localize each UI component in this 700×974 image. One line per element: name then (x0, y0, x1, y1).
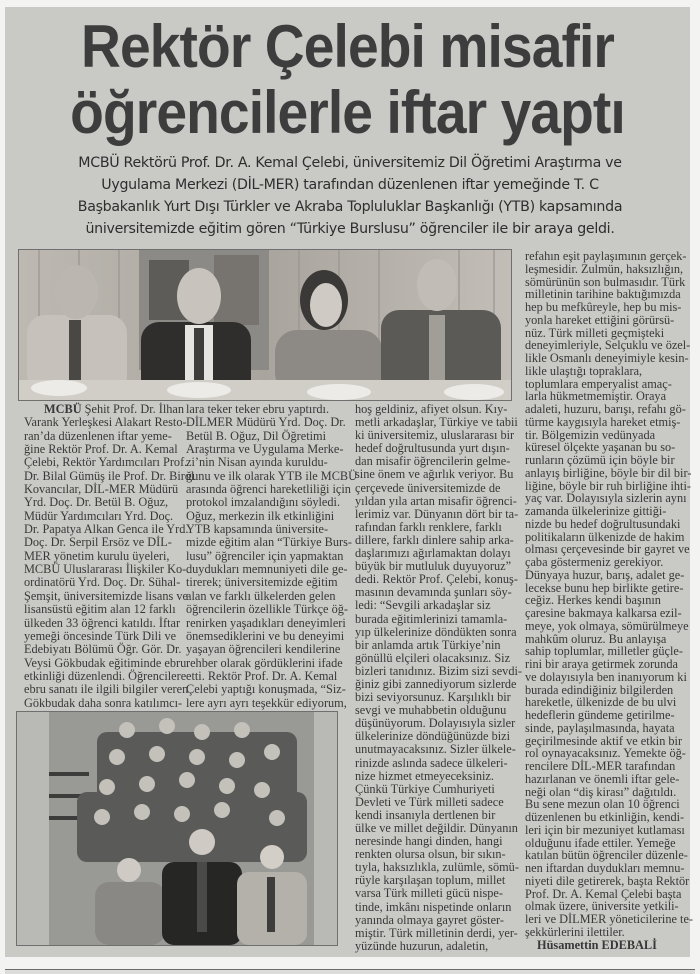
text-line: renkten olursa olsun, bir sıkın- (355, 847, 506, 862)
text-line: Veysi Gökbudak eğitiminde ebru (24, 655, 187, 670)
text-line: yıldan yıla artan misafir öğrenci- (355, 493, 517, 508)
text-line: nizde bu hedef doğrultusundaki (525, 516, 681, 531)
text-line: milletinin tarihine baktığımızda (525, 287, 681, 302)
article-column-2 (186, 402, 357, 710)
text-line: rüyle karşılaşan toplum, millet (355, 873, 506, 888)
text-line: ran’da düzenlenen iftar yeme- (24, 428, 172, 443)
text-line: Çelebi yaptığı konuşmada, “Siz- (186, 682, 346, 697)
text-line: rencilere DİL-MER tarafından (525, 759, 676, 773)
text-line: hazırlanan ve önemli iftar gele- (525, 771, 680, 786)
text-line: tinde, imkânı nispetinde onların (355, 899, 512, 914)
text-line: Dr. Papatya Alkan Genca ile Yrd. (24, 522, 189, 537)
text-line: küresel ölçekte yaşanan bu so- (525, 440, 676, 455)
article-column-3 (355, 402, 522, 953)
text-line: türme kaygısıyla hareket etmiş- (525, 414, 681, 429)
text-line: hedeflerin gündeme getirilme- (525, 708, 675, 722)
text-line: hep bu mefkûreyle, hep bu mis- (525, 300, 682, 314)
text-line: yaşayan öğrencileri kendilerine (186, 642, 341, 657)
text-line: yonla hareket ettiğini görürsü- (525, 312, 675, 327)
text-line: alan ve farklı ülkelerden gelen (186, 588, 336, 603)
text-line: şekkürlerini ilettiler. (525, 924, 625, 939)
text-line: Betül B. Oğuz, Dil Öğretimi (186, 428, 327, 443)
text-line: metli arkadaşlar, Türkiye ve tabii (355, 415, 518, 430)
text-line: burada edindiğiniz bilgilerden (525, 682, 674, 697)
page-divider (5, 969, 695, 974)
text-line: likle ulaştığı topraklara, (525, 363, 643, 378)
text-line: politikaların ülkenizde de hakim (525, 529, 685, 544)
text-line: mizde eğitim alan “Türkiye Burs- (186, 535, 352, 550)
article-column-4 (525, 249, 693, 952)
text-line: DİLMER Müdürü Yrd. Doç. Dr. (186, 415, 346, 430)
text-line: MCBÜ Uluslararası İlişkiler Ko- (24, 562, 187, 577)
text-line: anlayış birliğine, böyle bir dil bir- (525, 465, 692, 480)
text-line: öğrencilerin özellikle Türkçe öğ- (186, 602, 348, 617)
lead-word: MCBÜ (44, 402, 82, 416)
text-line: olduğunu ifade ettiler. Yemeğe (525, 835, 676, 850)
text-line: ebru sanatı ile ilgili bilgiler veren (24, 682, 189, 697)
text-line: çerçevede üniversitemizde de (355, 480, 501, 495)
text-line: Araştırma ve Uygulama Merke- (186, 442, 344, 457)
text-line: leşmesidir. Zulmün, haksızlığın, (525, 261, 684, 276)
text-line: nen iftardan duydukları memnu- (525, 861, 685, 875)
text-line: yüzünde huzurun, adaletin, (355, 938, 489, 953)
text-line: arasında öğrenci hareketliliği için (186, 482, 351, 497)
text-line: tirerek; üniversitemizde eğitim (186, 575, 338, 590)
text-line: nüz. Türk milleti geçmişteki (525, 325, 665, 340)
text-line: ğine Rektör Prof. Dr. A. Kemal (24, 442, 178, 457)
text-line: Prof. Dr. A. Kemal Çelebi başta (525, 886, 682, 901)
text-line: geçirilmesinde aktif ve etkin bir (525, 733, 683, 748)
text-line: Çünkü Türkiye Cumhuriyeti (355, 781, 495, 796)
text-line: Şemşit, üniversitemizde lisans ve (24, 588, 188, 603)
text-line: hedef doğrultusunda yurt dışın- (355, 441, 510, 456)
text-line: duydukları memnuniyeti dile ge- (186, 562, 348, 577)
text-line: Doç. Dr. Serpil Ersöz ve DİL- (24, 535, 172, 550)
text-line: dedi. Rektör Prof. Çelebi, konuş- (355, 572, 518, 587)
text-line: sine önem ve ağırlık veriyor. Bu (355, 467, 514, 482)
text-line: etkinliği düzenlendi. Öğrencilere (24, 668, 187, 683)
text-line: sömürünün son bulmasıdır. Türk (525, 274, 686, 289)
spot-line: Uygulama Merkezi (DİL-MER) tarafından düzenlenen iftar yemeğinde T. C (101, 177, 599, 193)
text-line: refahın eşit paylaşımının gerçek- (525, 249, 687, 263)
officials-photo-illustration (19, 250, 511, 400)
text-line: sinde, paylaşılmasında, hayata (525, 720, 675, 735)
text-line: katılan bütün öğrenciler düzenle- (525, 848, 688, 863)
text-line: yemeği öncesinde Türk Dili ve (24, 628, 177, 643)
text-line: zamanda ülkelerinize gittiği- (525, 504, 667, 518)
text-line: liğine, böyle bir ruh birliğine ihti- (525, 478, 691, 493)
text-line: yanında olmaya gayret göster- (355, 912, 504, 927)
photo-officials-at-table (18, 249, 512, 401)
text-line: ordinatörü Yrd. Doç. Dr. Sühal- (24, 575, 181, 590)
article-column-1 (24, 402, 195, 710)
text-line: önemsediklerini ve bu deneyimi (186, 628, 345, 643)
text-line: Oğuz, merkezin ilk etkinliğini (186, 508, 335, 523)
text-line: miştir. Türk milletinin derdi, yer- (355, 925, 518, 940)
text-line: meye, yok olmaya, sömürülmeye (525, 618, 689, 633)
text-line: leri ve DİLMER yöneticilerine te- (525, 912, 693, 926)
text-line: Gökbudak daha sonra katılımcı- (24, 695, 183, 710)
text-line: lusu” öğrenciler için yapmaktan (186, 548, 344, 563)
text-line: çaresine bakmaya kalkarsa ezil- (525, 606, 682, 620)
text-line: düşünüyorum. Dolayısıyla sizler (355, 716, 516, 731)
text-line: çaba göstermeniz gerekiyor. (525, 555, 664, 569)
text-line: lisansüstü eğitim alan 12 farklı (24, 602, 176, 617)
text-line: daşlarımızı ağırlamaktan dolayı (355, 546, 511, 561)
text-line: ki üniversitemiz, uluslararası bir (355, 428, 515, 443)
text-line: mahkûm oluruz. Bu anlayışa (525, 631, 667, 646)
text-line: rol oynayacaksınız. Yemekte öğ- (525, 746, 686, 761)
text-line: gönüllü elçileri olacaksınız. Siz (355, 650, 511, 665)
text-line: ğiniz gibi zannediyorum sizlerde (355, 676, 517, 691)
text-line: bir anlamda artık Türkiye’nin (355, 637, 501, 652)
text-line: lecekse bunu hep birlikte getire- (525, 580, 684, 595)
text-line: Yrd. Doç. Dr. Betül B. Oğuz, (24, 495, 169, 510)
text-line: masının devamında şunları söy- (355, 585, 512, 600)
text-line: rinizde aslında sadece ülkeleri- (355, 755, 508, 770)
text-line: neresinde hangi dinden, hangi (355, 834, 503, 849)
text-line: lara teker teker ebru yaptırdı. (186, 402, 330, 416)
headline (32, 14, 662, 146)
text-line: Dünyaya huzur, barış, adalet ge- (525, 567, 685, 582)
text-line: burada eğitimlerinizi tamamla- (355, 611, 508, 626)
text-line: protokol imzalandığını söyledi. (186, 495, 341, 510)
text-line: renirken yaşadıkları deneyimleri (186, 615, 346, 630)
text-line: larla hükmetmemiştir. Oraya (525, 389, 667, 404)
byline: Hüsamettin EDEBALİ (537, 937, 657, 952)
text-line: büyük bir mutluluk duyuyoruz” (355, 559, 512, 574)
text-line: YTB kapsamında üniversite- (186, 522, 329, 537)
text-line: leri için bir mezuniyet kutlaması (525, 822, 685, 837)
text-line: toplumlara emperyalist amaç- (525, 376, 672, 391)
spot-line: Başbakanlık Yurt Dışı Türkler ve Akraba Topluluklar Başkanlığı (YTB) kapsamında (77, 199, 623, 215)
text-line: nize hizmet etmeyeceksiniz. (355, 768, 494, 783)
headline-line-2: öğrencilerle iftar yaptı (70, 79, 625, 146)
text-line: adaleti, huzuru, barışı, refahı gö- (525, 402, 686, 416)
text-line: sahip toplumlar, milletler güçle- (525, 644, 683, 659)
headline-line-1: Rektör Çelebi misafir (81, 13, 614, 80)
text-line: zi’nin Nisan ayında kuruldu- (186, 455, 328, 470)
text-line: likle Osmanlı deneyimiyle kesin- (525, 351, 689, 365)
text-line: düzenlenen bu etkinliğin, kendi- (525, 810, 685, 824)
spot-line: üniversitemizde eğitim gören “Türkiye Burslusu” öğrenciler ile bir araya geldi. (85, 221, 615, 237)
text-line: dan misafir öğrencilerin gelme- (355, 454, 511, 469)
text-line: Şehit Prof. Dr. İlhan (81, 402, 185, 416)
text-line: ceğiz. Herkes kendi başının (525, 593, 661, 608)
text-line: ledi: “Sevgili arkadaşlar siz (355, 598, 491, 613)
photo-group-students (16, 711, 338, 946)
spot-line: MCBÜ Rektörü Prof. Dr. A. Kemal Çelebi, üniversitemiz Dil Öğretimi Araştırma ve (78, 155, 622, 171)
text-line: Varank Yerleşkesi Alakart Resto- (24, 415, 187, 430)
text-line: olmak üzere, üniversite yetkili- (525, 899, 679, 914)
text-line: rehber olarak gördüklerini ifade (186, 655, 343, 670)
text-line: ülkelerinize döndüğünüzde bizi (355, 729, 511, 744)
text-line: kendi insanıyla dertlenen bir (355, 807, 496, 822)
text-line: runların çözümü için böyle bir (525, 453, 675, 467)
text-line: varsa Türk milleti gücü nispe- (355, 886, 503, 901)
text-line: olması çerçevesinde bir gayret ve (525, 542, 690, 557)
text-line: Edebiyatı Bölümü Öğr. Gör. Dr. (24, 642, 182, 657)
text-line: ülke ve millet değildir. Dünyanın (355, 821, 518, 835)
text-line: Dr. Bilal Gümüş ile Prof. Dr. Birol (24, 468, 195, 483)
text-line: sevgi ve muhabbetin olduğunu (355, 703, 507, 718)
text-line: unutmayacaksınız. Sizler ülkele- (355, 742, 516, 757)
text-line: Çelebi, Rektör Yardımcıları Prof. (24, 455, 188, 470)
text-line: bizi seviyorsunuz. Karşılıklı bir (355, 690, 511, 705)
text-line: niyeti dile getirerek, başta Rektör (525, 873, 690, 888)
text-line: ğunu ve ilk olarak YTB ile MCBÜ (186, 468, 357, 483)
text-line: bizleri tanıdınız. Bizim sizi sevdi- (355, 663, 522, 678)
text-line: ve dolayısıyla ben inanıyorum ki (525, 669, 687, 684)
text-line: rini bir araya getirmek zorunda (525, 657, 678, 671)
spot-text (10, 152, 690, 240)
text-line: Müdür Yardımcıları Yrd. Doç. (24, 508, 174, 523)
text-line: dillere, farklı dinlere sahip arka- (355, 532, 514, 547)
text-line: lere ayrı ayrı teşekkür ediyorum, (186, 695, 347, 710)
text-line: lerimiz var. Dünyanın dört bir ta- (355, 506, 519, 521)
text-line: hareketle, ülkenizde de bu ulvi (525, 695, 677, 710)
text-line: deneyimleriyle, Selçuklu ve özel- (525, 338, 691, 353)
text-line: yıp ülkelerinize döndükten sonra (355, 624, 517, 639)
group-photo-illustration (17, 712, 337, 945)
text-line: neği olan “diş kirası” dağıtıldı. (525, 784, 677, 799)
text-line: tıyla, haksızlıkla, zulümle, sömü- (355, 860, 519, 875)
text-line: tir. Bölgemizin vedünyada (525, 427, 656, 442)
text-line: Kovancılar, DİL-MER Müdürü (24, 482, 179, 497)
text-line: Devleti ve Türk milleti sadece (355, 794, 504, 809)
text-line: rafından farklı renklere, farklı (355, 519, 502, 534)
text-line: hoş geldiniz, afiyet olsun. Kıy- (355, 402, 508, 416)
text-line: yaç var. Dolayısıyla sizlerin aynı (525, 491, 687, 506)
text-line: MER yönetim kurulu üyeleri, (24, 548, 170, 563)
text-line: Bu sene mezun olan 10 öğrenci (525, 797, 680, 812)
text-line: ülkeden 33 öğrenci katıldı. İftar (24, 615, 181, 630)
text-line: etti. Rektör Prof. Dr. A. Kemal (186, 668, 338, 683)
